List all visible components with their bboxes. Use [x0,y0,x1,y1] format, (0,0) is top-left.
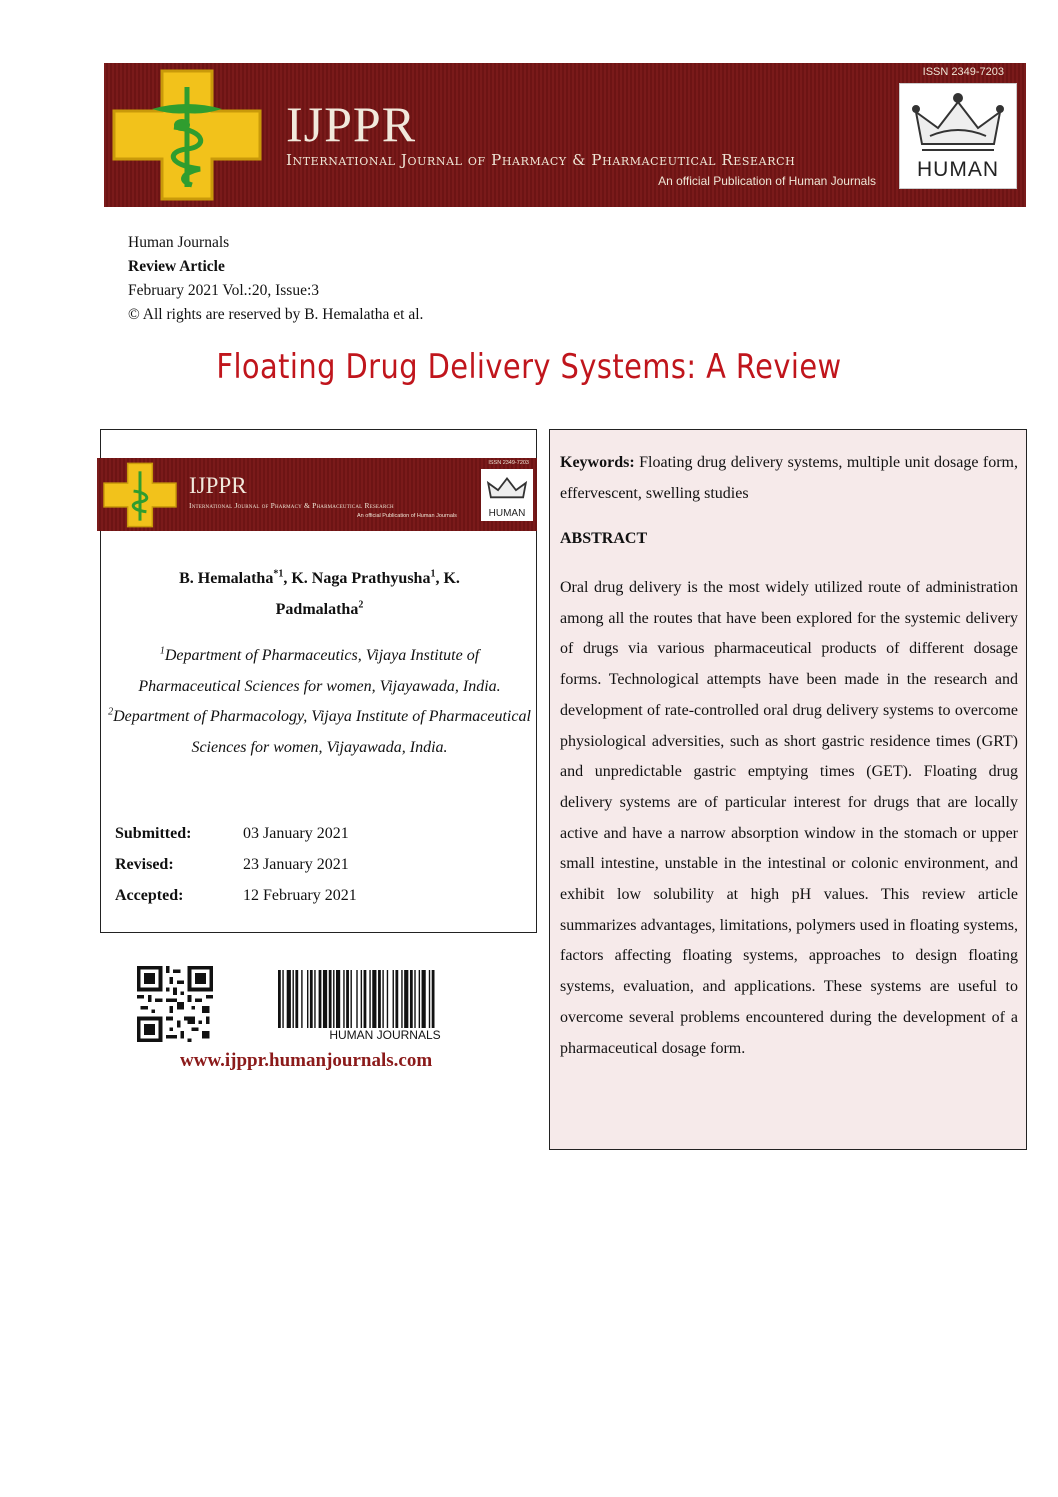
journal-full-name: International Journal of Pharmacy & Pharmaceutical Research [286,151,796,169]
mini-human-logo-text: HUMAN [488,508,526,519]
barcode-bar [401,970,402,1028]
barcode-bar [307,970,308,1028]
barcode-bar [314,970,315,1028]
barcode-bar [333,970,334,1028]
keywords-text: Floating drug delivery systems, multiple unit dosage form, effervescent, swelling studies [560,454,1018,502]
date-row [115,849,357,880]
barcode-bar [295,970,298,1028]
mini-journal-brand: IJPPR [189,473,247,498]
article-title: Floating Drug Delivery Systems: A Review [216,347,842,387]
barcode-bar [410,970,413,1028]
barcode-bar [419,970,420,1028]
rights-line: © All rights are reserved by B. Hemalatha et al. [128,306,424,323]
author-superscript: *1 [273,568,284,580]
affiliation-superscript: 2 [108,706,114,718]
barcode-bar [301,970,302,1028]
barcode-bar [356,970,357,1028]
barcode-bar [422,970,426,1028]
publisher-line: Human Journals [128,234,230,251]
barcode [278,970,492,1028]
date-label: Revised: [115,856,174,873]
abstract-heading: ABSTRACT [560,530,648,547]
author-separator: , K. [435,570,460,587]
human-logo-text: HUMAN [917,158,999,181]
mini-journal-issn: ISSN 2349-7203 [488,460,529,466]
mini-pharmacy-cross-logo [103,462,177,528]
crown-icon [900,84,1016,158]
barcode-bar [336,970,340,1028]
abstract-body: Oral drug delivery is the most widely utilized route of administration among all the routes that have been explored for the systemic delivery of drugs via various pharmaceutical products of different dosage forms. Technological attempts have been made in the research and development of rate-controlled oral drug delivery systems to overcome physiological adversities, such as short gastric residence times (GRT) and unpredictable gastric emptying times (GET). Floating drug delivery systems are of particular interest for drugs that are locally active and have a narrow absorption window in the stomach or upper small intestine, unstable in the intestinal or colonic environment, and exhibit low solubility at high pH values. This review article summarizes advantages, limitations, polymers used in floating systems, factors affecting floating systems, approaches to design floating systems, evaluation, and applications. These systems are useful to overcome several problems encountered during the development of a pharmaceutical dosage form. [560,579,1018,1057]
date-label: Submitted: [115,825,192,842]
mini-crown-icon [481,469,533,505]
mini-journal-banner [97,458,537,531]
barcode-bar [293,970,294,1028]
affiliation-superscript: 1 [159,645,165,657]
barcode-bar [387,970,388,1028]
barcode-bar [372,970,376,1028]
date-value: 03 January 2021 [243,825,349,842]
article-type: Review Article [128,258,225,275]
date-row [115,880,357,911]
barcode-bar [369,970,370,1028]
barcode-bar [351,970,352,1028]
dates-table [115,818,357,911]
barcode-bar [429,970,430,1028]
author-name: B. Hemalatha [179,570,274,587]
issue-line: February 2021 Vol.:20, Issue:3 [128,282,320,299]
date-value: 23 January 2021 [243,856,349,873]
barcode-bar [329,970,332,1028]
journal-brand: IJPPR [286,96,417,152]
barcode-bar [278,970,281,1028]
mini-journal-official-line: An official Publication of Human Journals [357,513,457,519]
barcode-label: HUMAN JOURNALS [329,1028,441,1042]
date-label: Accepted: [115,887,184,904]
barcode-bar [382,970,383,1028]
date-value: 12 February 2021 [243,887,357,904]
barcode-bar [287,970,291,1028]
author-list [111,563,528,625]
barcode-bar [310,970,313,1028]
date-row [115,818,357,849]
author-name: K. Naga Prathyusha [291,570,431,587]
affiliations [107,641,532,763]
barcode-bar [395,970,398,1028]
author-superscript: 1 [430,568,436,580]
author-name: Padmalatha [275,601,359,618]
barcode-bar [346,970,349,1028]
human-logo [899,83,1017,189]
affiliation-2: Department of Pharmacology, Vijaya Institute of Pharmaceutical Sciences for women, Vijayawada, India. [113,708,531,756]
barcode-bar [404,970,408,1028]
barcode-bar [361,970,362,1028]
barcode-bar [364,970,367,1028]
keywords [560,447,1018,509]
article-info-box [100,429,537,933]
barcode-bar [343,970,344,1028]
barcode-bar [393,970,394,1028]
barcode-bar [378,970,381,1028]
keywords-label: Keywords: [560,454,635,471]
qr-code[interactable] [132,966,218,1042]
abstract-box [549,429,1027,1150]
journal-banner [104,63,1026,207]
author-separator: , [283,570,292,587]
journal-url-link[interactable]: www.ijppr.humanjournals.com [180,1050,433,1071]
pharmacy-cross-logo [112,69,262,201]
affiliation-1: Department of Pharmaceutics, Vijaya Institute of Pharmaceutical Sciences for women, Vijayawada, India. [138,647,501,695]
barcode-bar [323,970,327,1028]
barcode-bar [432,970,435,1028]
barcode-bar [319,970,322,1028]
barcode-bar [282,970,283,1028]
journal-official-line: An official Publication of Human Journals [658,174,876,188]
article-meta [128,231,423,327]
author-superscript: 2 [358,599,364,611]
journal-issn: ISSN 2349-7203 [922,66,1004,78]
mini-human-logo [481,469,533,521]
mini-journal-full-name: International Journal of Pharmacy & Pharmaceutical Research [189,501,394,510]
barcode-bar [414,970,415,1028]
